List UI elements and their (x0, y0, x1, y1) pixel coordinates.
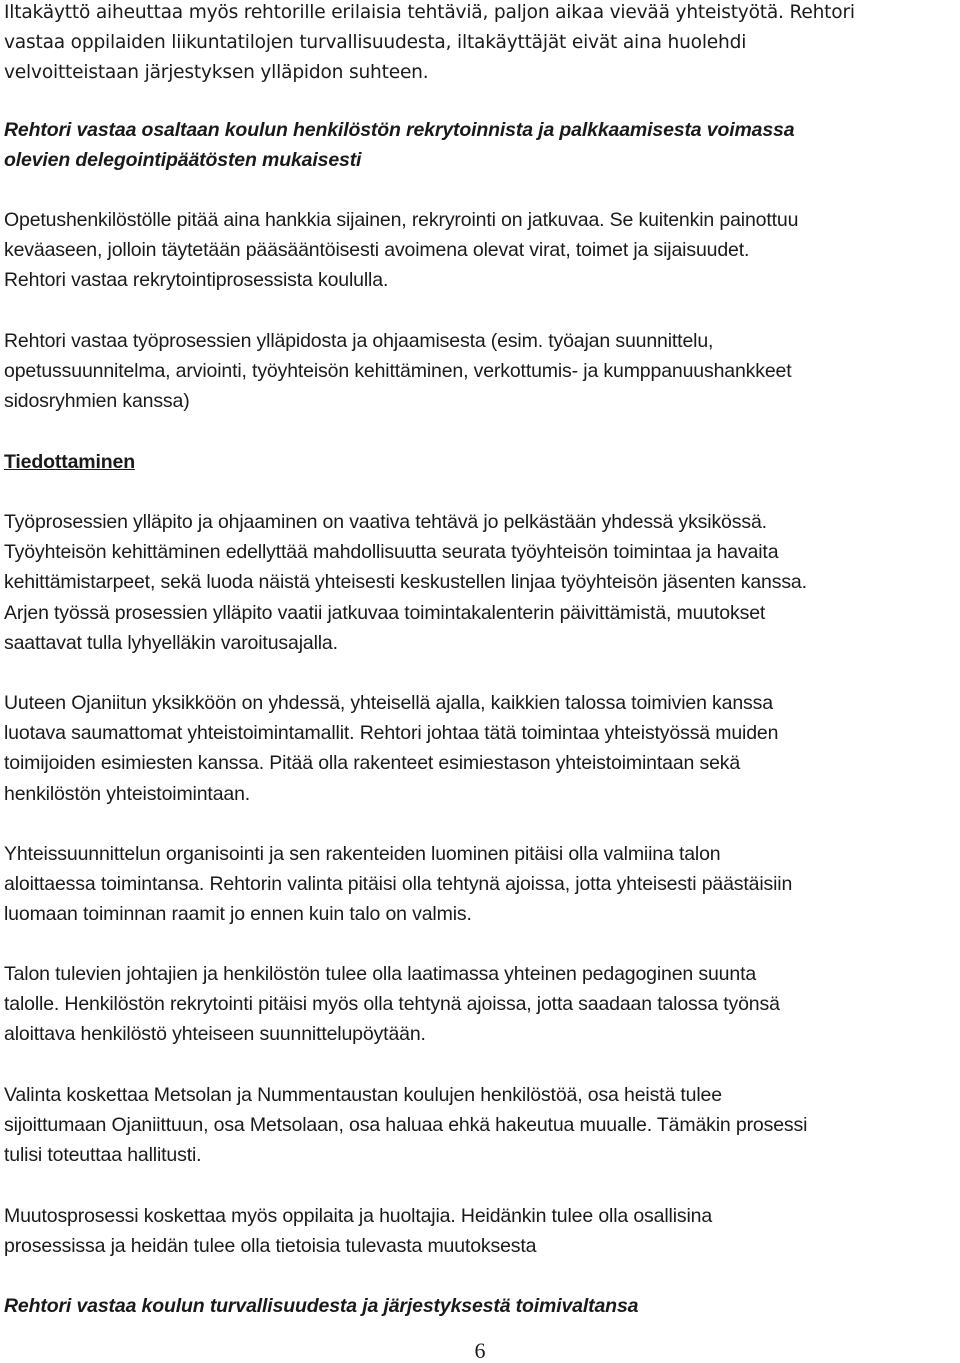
document-page (4, 0, 956, 1363)
text-line: toimijoiden esimiesten kanssa. Pitää olla rakenteet esimiestason yhteistoimintaan sekä (4, 752, 741, 775)
text-line: Työprosessien ylläpito ja ohjaaminen on vaativa tehtävä jo pelkästään yhdessä yksikössä. (4, 511, 767, 533)
text-line: vastaa oppilaiden liikuntatilojen turvallisuudesta, iltakäyttäjät eivät aina huolehdi (4, 32, 747, 53)
text-line: Valinta koskettaa Metsolan ja Nummentaustan koulujen henkilöstöä, osa heistä tulee (4, 1084, 722, 1106)
text-line: sijoittumaan Ojaniittuun, osa Metsolaan, osa haluaa ehkä hakeutua muualle. Tämäkin prosessi (4, 1114, 808, 1137)
text-line: Rehtori vastaa työprosessien ylläpidosta ja ohjaamisesta (esim. työajan suunnittelu, (4, 330, 714, 352)
text-line: aloittava henkilöstö yhteiseen suunnittelupöytään. (4, 1023, 426, 1046)
text-line: Arjen työssä prosessien ylläpito vaatii jatkuvaa toimintakalenterin päivittämistä, muutokset (4, 601, 766, 624)
text-line: Iltakäyttö aiheuttaa myös rehtorille erilaisia tehtäviä, paljon aikaa vievää yhteistyötä. Rehtori (4, 2, 855, 23)
paragraph-iltakaytto (4, 0, 855, 88)
text-line: Yhteissuunnittelun organisointi ja sen rakenteiden luominen pitäisi olla valmiina talon (4, 843, 721, 865)
heading-line: Rehtori vastaa osaltaan koulun henkilöstön rekrytoinnista ja palkkaamisesta voimassa (4, 119, 795, 141)
text-line: talolle. Henkilöstön rekrytointi pitäisi myös olla tehtynä ajoissa, jotta saadaan talossa työnsä (4, 993, 780, 1016)
text-line: henkilöstön yhteistoimintaan. (4, 782, 251, 805)
text-line: Talon tulevien johtajien ja henkilöstön tulee olla laatimassa yhteinen pedagoginen suunta (4, 963, 757, 985)
heading-rekrytointi (4, 115, 794, 175)
text-line: prosessissa ja heidän tulee olla tietoisia tulevasta muutoksesta (4, 1235, 537, 1258)
text-line: tulisi toteuttaa hallitusti. (4, 1144, 202, 1167)
paragraph-yhteissuunnittelu (4, 839, 792, 930)
heading-line: olevien delegointipäätösten mukaisesti (4, 149, 362, 172)
text-line: Uuteen Ojaniitun yksikköön on yhdessä, yhteisellä ajalla, kaikkien talossa toimivien kanssa (4, 692, 773, 714)
heading-tiedottaminen (4, 447, 135, 477)
heading-turvallisuus (4, 1291, 638, 1321)
paragraph-ojaniitun-yksikko (4, 688, 778, 809)
text-line: Opetushenkilöstölle pitää aina hankkia sijainen, rekryrointi on jatkuvaa. Se kuitenkin painottuu (4, 209, 799, 231)
paragraph-valinta (4, 1080, 807, 1171)
paragraph-talon-johtajat (4, 959, 780, 1050)
heading-line: Tiedottaminen (4, 451, 135, 473)
text-line: saattavat tulla lyhyelläkin varoitusajalla. (4, 631, 338, 654)
text-line: opetussuunnitelma, arviointi, työyhteisön kehittäminen, verkottumis- ja kumppanuushankkeet (4, 360, 792, 383)
text-line: aloittaessa toimintansa. Rehtorin valinta pitäisi olla tehtynä ajoissa, jotta yhteisesti päästäisiin (4, 873, 793, 896)
paragraph-muutosprosessi (4, 1201, 712, 1261)
text-line: luomaan toiminnan raamit jo ennen kuin talo on valmis. (4, 903, 472, 926)
text-line: sidosryhmien kanssa) (4, 390, 190, 413)
text-line: Rehtori vastaa rekrytointiprosessista koululla. (4, 269, 389, 292)
heading-line: Rehtori vastaa koulun turvallisuudesta ja järjestyksestä toimivaltansa (4, 1295, 639, 1317)
text-line: velvoitteistaan järjestyksen ylläpidon suhteen. (4, 62, 429, 83)
text-line: luotava saumattomat yhteistoimintamallit. Rehtori johtaa tätä toimintaa yhteistyössä muiden (4, 722, 779, 745)
paragraph-opetushenkilosto (4, 205, 798, 296)
paragraph-yllapito (4, 507, 807, 658)
text-line: kehittämistarpeet, sekä luoda näistä yhteisesti keskustellen linjaa työyhteisön jäsenten kanssa. (4, 571, 807, 594)
text-line: Muutosprosessi koskettaa myös oppilaita ja huoltajia. Heidänkin tulee olla osallisina (4, 1205, 713, 1227)
paragraph-tyoprosessit (4, 326, 792, 417)
text-line: Työyhteisön kehittäminen edellyttää mahdollisuutta seurata työyhteisön toimintaa ja havaita (4, 541, 779, 564)
text-line: keväaseen, jolloin täytetään pääsääntöisesti avoimena olevat virat, toimet ja sijaisuudet. (4, 239, 750, 262)
page-number: 6 (474, 1338, 486, 1363)
